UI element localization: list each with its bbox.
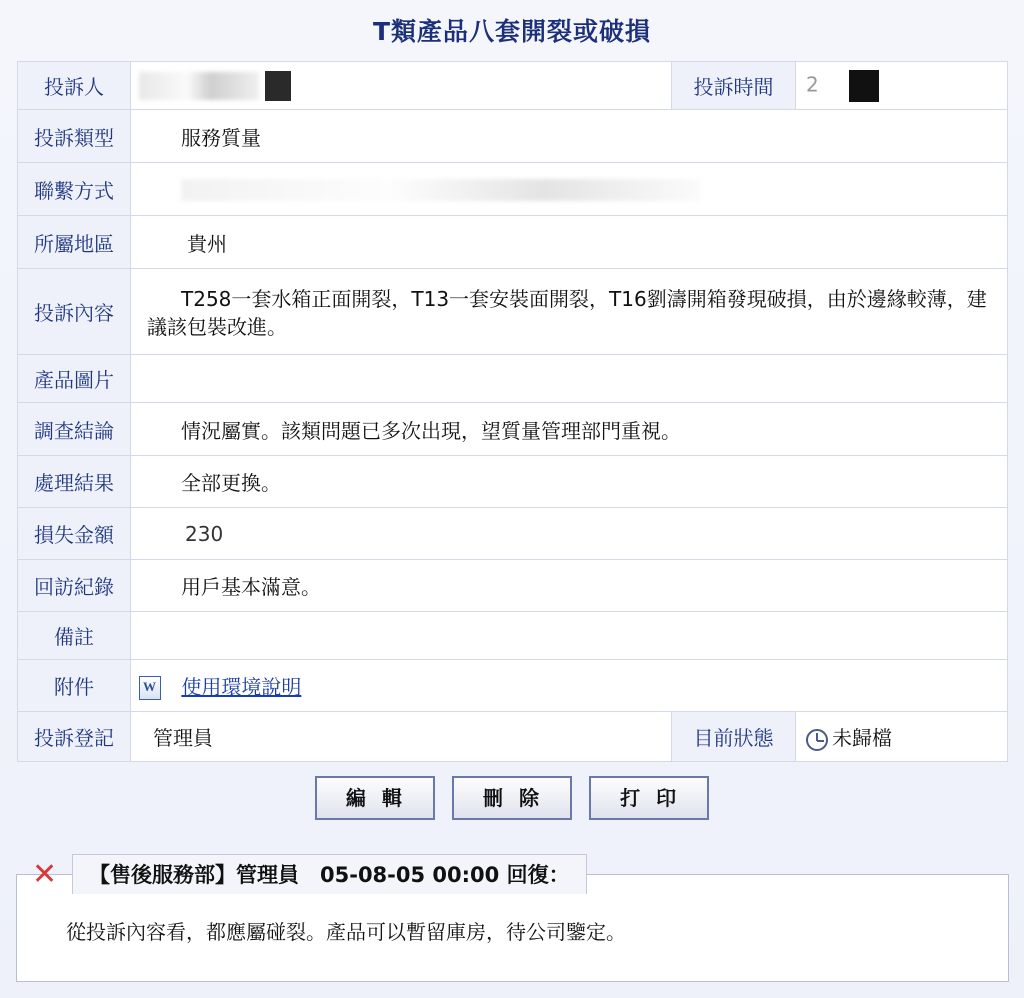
complainant-value: [131, 62, 672, 110]
content-label: 投訴內容: [18, 269, 131, 355]
redacted-name: [139, 72, 259, 100]
image-value: [131, 355, 1008, 403]
row-contact: [18, 163, 1008, 216]
row-content: [18, 269, 1008, 355]
redacted-block: [265, 71, 291, 101]
complaint-time-label: 投訴時間: [672, 62, 796, 110]
loss-value: 230: [131, 508, 1008, 560]
print-button[interactable]: 打印: [589, 776, 709, 820]
edit-button[interactable]: 編輯: [315, 776, 435, 820]
remark-label: 備註: [18, 612, 131, 660]
registrar-label: 投訴登記: [18, 712, 131, 762]
revisit-value: 用戶基本滿意。: [131, 560, 1008, 612]
image-label: 產品圖片: [18, 355, 131, 403]
attachment-link[interactable]: 使用環境說明: [181, 674, 302, 699]
remark-value: [131, 612, 1008, 660]
revisit-label: 回訪紀錄: [18, 560, 131, 612]
contact-value: [131, 163, 1008, 216]
row-complainant: [18, 62, 1008, 110]
conclusion-value: 情況屬實。該類問題已多次出現，望質量管理部門重視。: [131, 403, 1008, 456]
row-revisit: [18, 560, 1008, 612]
row-region: [18, 216, 1008, 269]
row-registrar: [18, 712, 1008, 762]
row-result: [18, 456, 1008, 508]
registrar-value: 管理員: [131, 712, 672, 762]
region-label: 所屬地區: [18, 216, 131, 269]
row-loss: [18, 508, 1008, 560]
type-label: 投訴類型: [18, 110, 131, 163]
region-value: 貴州: [131, 216, 1008, 269]
contact-label: 聯繫方式: [18, 163, 131, 216]
redacted-time: [849, 70, 879, 102]
complaint-detail-table: [17, 61, 1008, 762]
attachment-value: [131, 660, 1008, 712]
row-attachment: [18, 660, 1008, 712]
reply-header: 【售後服務部】管理員 05-08-05 00:00 回復：: [72, 854, 587, 894]
reply-body: 從投訴內容看，都應屬碰裂。產品可以暫留庫房，待公司鑒定。: [66, 920, 626, 944]
delete-button[interactable]: 刪除: [452, 776, 572, 820]
conclusion-label: 調查結論: [18, 403, 131, 456]
attachment-label: 附件: [18, 660, 131, 712]
row-type: [18, 110, 1008, 163]
close-icon[interactable]: ✕: [32, 857, 58, 892]
redacted-contact: [181, 179, 701, 201]
loss-label: 損失金額: [18, 508, 131, 560]
result-value: 全部更換。: [131, 456, 1008, 508]
complaint-time-value: [796, 62, 1008, 110]
clock-icon: [806, 729, 828, 751]
page-title: T類產品八套開裂或破損: [372, 17, 652, 46]
result-label: 處理結果: [18, 456, 131, 508]
complainant-label: 投訴人: [18, 62, 131, 110]
content-value: T258一套水箱正面開裂，T13一套安裝面開裂，T16劉濤開箱發現破損，由於邊緣較薄，建議該包裝改進。: [131, 269, 1008, 355]
type-value: 服務質量: [131, 110, 1008, 163]
status-value: [796, 712, 1008, 762]
row-conclusion: [18, 403, 1008, 456]
complaint-time-partial: 2: [806, 72, 819, 96]
status-text: 未歸檔: [832, 726, 892, 750]
word-doc-icon: W: [139, 676, 161, 700]
row-image: [18, 355, 1008, 403]
action-bar: [0, 776, 1024, 820]
row-remark: [18, 612, 1008, 660]
status-label: 目前狀態: [672, 712, 796, 762]
